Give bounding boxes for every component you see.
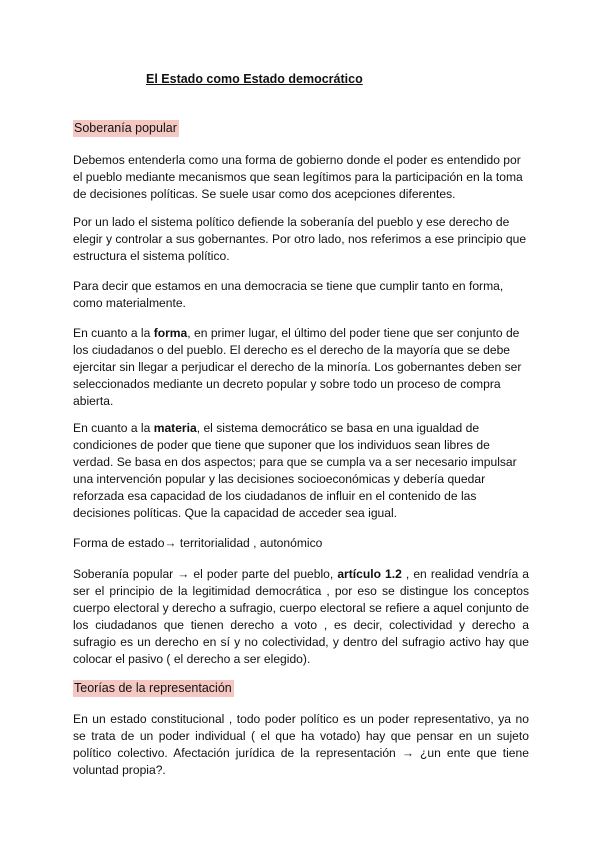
keyword-articulo: artículo 1.2 [337,567,402,581]
paragraph-8: En un estado constitucional , todo poder político es un poder representativo, ya no se trata de un poder individual ( el que ha votado) hay que pensar en un sujeto político colectivo. Afectación jurídica de la representación → ¿un ente que tiene voluntad propia?. [73,712,529,777]
paragraph-1: Debemos entenderla como una forma de gobierno donde el poder es entendido por el pueblo mediante mecanismos que sean legítimos para la participación en la toma de decisiones políticas. Se suele usar como dos acepciones diferentes. [73,153,523,201]
paragraph-3: Para decir que estamos en una democracia se tiene que cumplir tanto en forma, como materialmente. [73,279,504,310]
section-heading-teorias: Teorías de la representación [74,681,232,695]
keyword-forma: forma [153,326,188,340]
paragraph-7-lead: Soberanía popular → el poder parte del pueblo, [73,567,338,581]
paragraph-4-body: , en primer lugar, el último del poder tiene que ser conjunto de los ciudadanos o del pueblo. El derecho es el derecho de la mayoría que se debe ejercitar sin llegar a perjudicar el derecho de la minoría. Los gobernantes deben ser seleccionados mediante un decreto popular y sobre todo un proceso de compra abierta. [73,326,522,408]
paragraph-4 [73,325,529,410]
paragraph-5-lead: En cuanto a la [73,421,154,435]
paragraph-7 [73,566,529,668]
paragraph-7-body: , en realidad vendría a ser el principio de la legitimidad democrática , por eso se distingue los conceptos cuerpo electoral y derecho a sufragio, cuerpo electoral se refiere a aquel conjunto de los ciudadanos que tienen derecho a voto , es decir, colectividad y derecho a sufragio es un derecho en sí y no colectividad, y dentro del sufragio activo hay que colocar el pasivo ( el derecho a ser elegido). [73,567,529,666]
keyword-materia: materia [153,421,197,435]
paragraph-5-body: , el sistema democrático se basa en una igualdad de condiciones de poder que tiene que suponer que los individuos sean libres de verdad. Se basa en dos aspectos; para que se cumpla va a ser necesario impulsar una intervención popular y las decisiones socioeconómicas y debería quedar reforzada esa capacidad de los ciudadanos de influir en el contenido de las decisiones políticas. Que la capacidad de acceder sea igual. [73,421,517,520]
paragraph-4-lead: En cuanto a la [73,326,154,340]
paragraph-6: Forma de estado→ territorialidad , autonómico [73,536,323,550]
document-title: El Estado como Estado democrático [146,72,363,86]
paragraph-2: Por un lado el sistema político defiende la soberanía del pueblo y ese derecho de elegir y controlar a sus gobernantes. Por otro lado, nos referimos a ese principio que estructura el sistema político. [73,215,527,263]
section-heading-soberania: Soberanía popular [74,121,177,135]
paragraph-5 [73,420,529,522]
